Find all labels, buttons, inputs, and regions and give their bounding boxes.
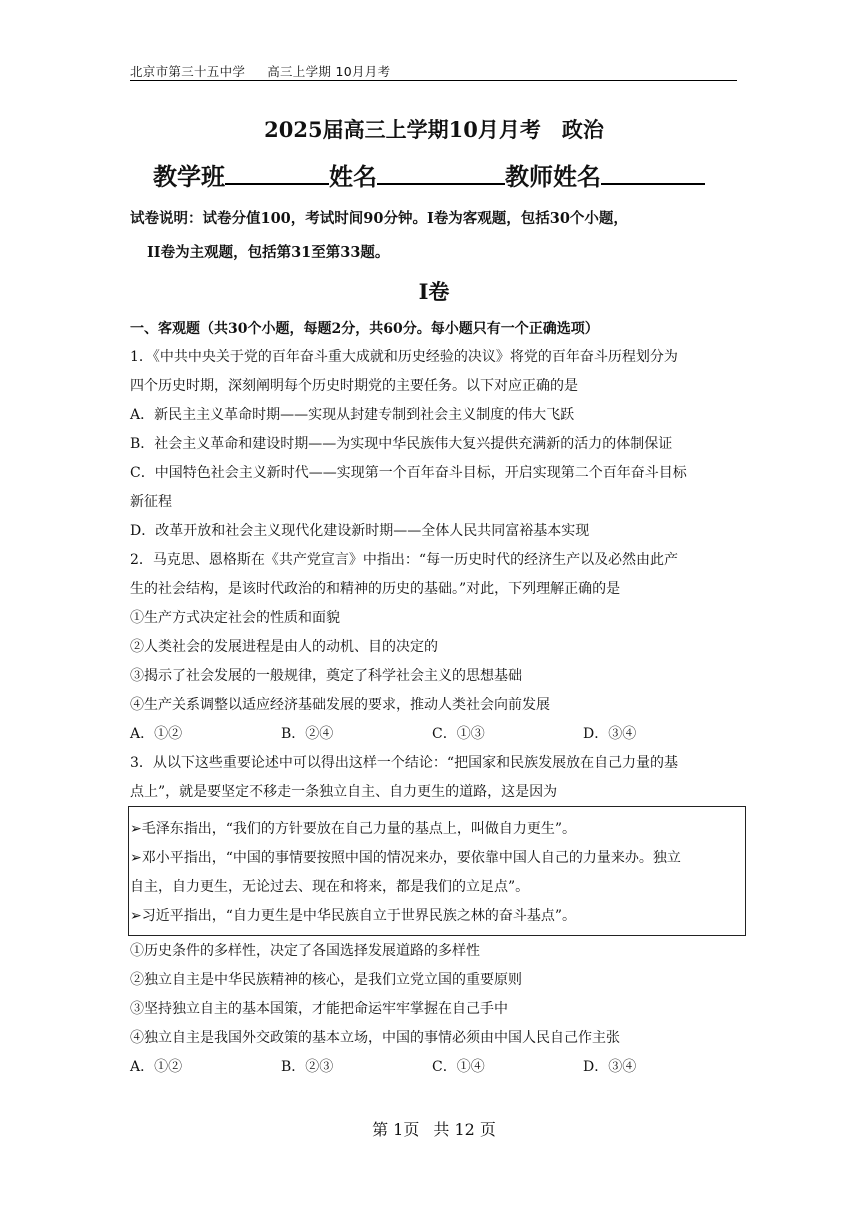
- exam-instructions: [130, 202, 750, 270]
- section-heading: 一、客观题（共30个小题，每题2分，共60分。每小题只有一个正确选项）: [130, 321, 599, 337]
- q3-statement-4: ④独立自主是我国外交政策的基本立场，中国的事情必须由中国人民自己作主张: [130, 1030, 620, 1046]
- q3-options: [130, 1056, 734, 1076]
- q1-option-d: D．改革开放和社会主义现代化建设新时期——全体人民共同富裕基本实现: [130, 523, 590, 539]
- running-header: [130, 62, 390, 80]
- header-divider: [130, 80, 737, 81]
- q3-option-b[interactable]: B．②③: [281, 1059, 334, 1075]
- q3-quote-deng-line-2: 自主，自力更生，无论过去、现在和将来，都是我们的立足点”。: [130, 879, 530, 895]
- q1-stem-line-1: 1．《中共中央关于党的百年奋斗重大成就和历史经验的决议》将党的百年奋斗历程划分为: [130, 349, 678, 365]
- name-blank[interactable]: [377, 161, 505, 185]
- teacher-blank[interactable]: [601, 161, 705, 185]
- q3-quote-mao: ➢毛泽东指出，“我们的方针要放在自己力量的基点上，叫做自力更生”。: [130, 821, 577, 837]
- q2-stem-line-2: 生的社会结构，是该时代政治的和精神的历史的基础。”对此，下列理解正确的是: [130, 581, 621, 597]
- q2-statement-3: ③揭示了社会发展的一般规律，奠定了科学社会主义的思想基础: [130, 668, 522, 684]
- instructions-line-1: 试卷说明：试卷分值100，考试时间90分钟。I卷为客观题，包括30个小题，: [130, 210, 628, 227]
- exam-name: 高三上学期 10月月考: [267, 64, 391, 79]
- q1-option-a: A．新民主主义革命时期——实现从封建专制到社会主义制度的伟大飞跃: [130, 407, 575, 423]
- q3-quote-deng-line-1: ➢邓小平指出，“中国的事情要按照中国的情况来办，要依靠中国人自己的力量来办。独立: [130, 850, 681, 866]
- instructions-line-2: II卷为主观题，包括第31至第33题。: [147, 244, 390, 261]
- q3-option-a[interactable]: A．①②: [130, 1059, 183, 1075]
- q2-stem-line-1: 2．马克思、恩格斯在《共产党宣言》中指出：“每一历史时代的经济生产以及必然由此产: [130, 552, 679, 568]
- class-label: 教学班: [153, 162, 225, 191]
- teacher-label: 教师姓名: [505, 162, 601, 191]
- volume-heading: I卷: [418, 279, 450, 304]
- q3-option-d[interactable]: D．③④: [583, 1059, 637, 1075]
- q1-option-c-line-1: C．中国特色社会主义新时代——实现第一个百年奋斗目标，开启实现第二个百年奋斗目标: [130, 465, 687, 481]
- q3-statement-2: ②独立自主是中华民族精神的核心，是我们立党立国的重要原则: [130, 972, 522, 988]
- q2-statement-2: ②人类社会的发展进程是由人的动机、目的决定的: [130, 639, 438, 655]
- q2-option-a[interactable]: A．①②: [130, 726, 183, 742]
- q1-stem-line-2: 四个历史时期，深刻阐明每个历史时期党的主要任务。以下对应正确的是: [130, 378, 578, 394]
- q3-quote-xi: ➢习近平指出，“自力更生是中华民族自立于世界民族之林的奋斗基点”。: [130, 908, 577, 924]
- student-info-fields: [153, 157, 705, 192]
- name-label: 姓名: [329, 162, 377, 191]
- q3-stem-line-1: 3．从以下这些重要论述中可以得出这样一个结论：“把国家和民族发展放在自己力量的基: [130, 755, 679, 771]
- page-footer: [0, 1117, 868, 1140]
- page-title: 2025届高三上学期10月月考 政治: [264, 117, 604, 142]
- q2-option-c[interactable]: C．①③: [432, 726, 485, 742]
- q2-option-b[interactable]: B．②④: [281, 726, 334, 742]
- q3-stem-line-2: 点上”，就是要坚定不移走一条独立自主、自力更生的道路，这是因为: [130, 784, 558, 800]
- page-total: 共 12 页: [433, 1120, 496, 1139]
- q1-option-b: B．社会主义革命和建设时期——为实现中华民族伟大复兴提供充满新的活力的体制保证: [130, 436, 673, 452]
- q1-option-c-line-2: 新征程: [130, 494, 172, 510]
- school-name: 北京市第三十五中学: [130, 64, 246, 79]
- page-number: 第 1页: [372, 1120, 420, 1139]
- q2-statement-4: ④生产关系调整以适应经济基础发展的要求，推动人类社会向前发展: [130, 697, 550, 713]
- q2-options: [130, 723, 734, 743]
- q2-option-d[interactable]: D．③④: [583, 726, 637, 742]
- q2-statement-1: ①生产方式决定社会的性质和面貌: [130, 610, 340, 626]
- q3-statement-3: ③坚持独立自主的基本国策，才能把命运牢牢掌握在自己手中: [130, 1001, 508, 1017]
- q3-option-c[interactable]: C．①④: [432, 1059, 485, 1075]
- class-blank[interactable]: [225, 161, 329, 185]
- q3-statement-1: ①历史条件的多样性，决定了各国选择发展道路的多样性: [130, 943, 480, 959]
